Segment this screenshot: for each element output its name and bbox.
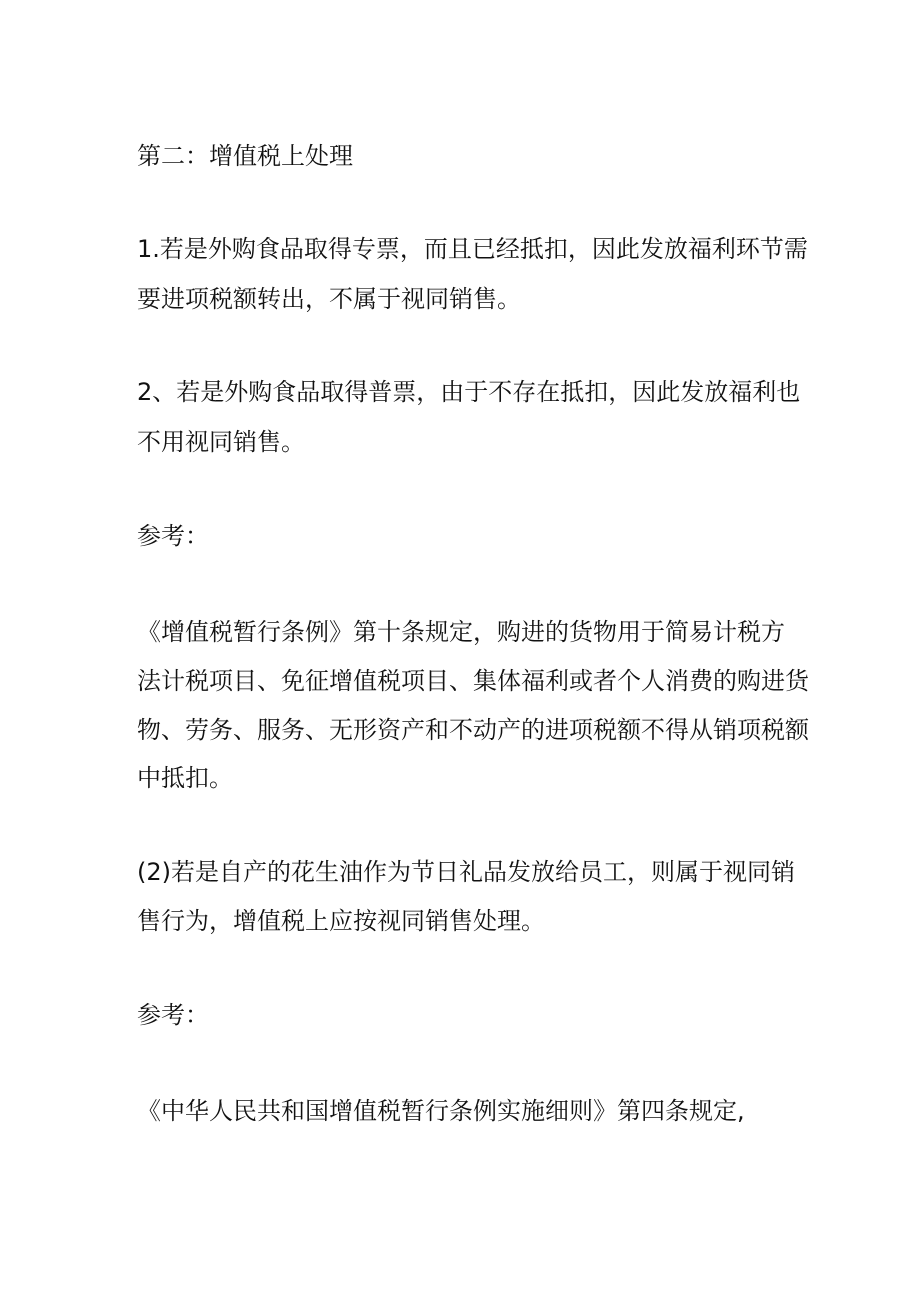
reference-1-line-3: 物、劳务、服务、无形资产和不动产的进项税额不得从销项税额 [137, 716, 809, 744]
item-2-line-2: 不用视同销售。 [137, 428, 305, 456]
reference-label-1: 参考： [137, 522, 209, 550]
item-1-line-2: 要进项税额转出，不属于视同销售。 [137, 285, 521, 313]
reference-1-line-1: 《增值税暂行条例》第十条规定，购进的货物用于简易计税方 [137, 618, 785, 646]
item-3-line-1: (2)若是自产的花生油作为节日礼品发放给员工，则属于视同销 [137, 858, 795, 886]
section-heading: 第二：增值税上处理 [137, 142, 353, 170]
item-1-line-1: 1.若是外购食品取得专票，而且已经抵扣，因此发放福利环节需 [137, 235, 808, 263]
reference-label-2: 参考： [137, 1001, 209, 1029]
item-3-line-2: 售行为，增值税上应按视同销售处理。 [137, 907, 545, 935]
reference-1-line-2: 法计税项目、免征增值税项目、集体福利或者个人消费的购进货 [137, 667, 809, 695]
reference-2-line-1: 《中华人民共和国增值税暂行条例实施细则》第四条规定, [137, 1097, 745, 1125]
item-2-line-1: 2、若是外购食品取得普票，由于不存在抵扣，因此发放福利也 [137, 378, 801, 406]
reference-1-line-4: 中抵扣。 [137, 764, 233, 792]
